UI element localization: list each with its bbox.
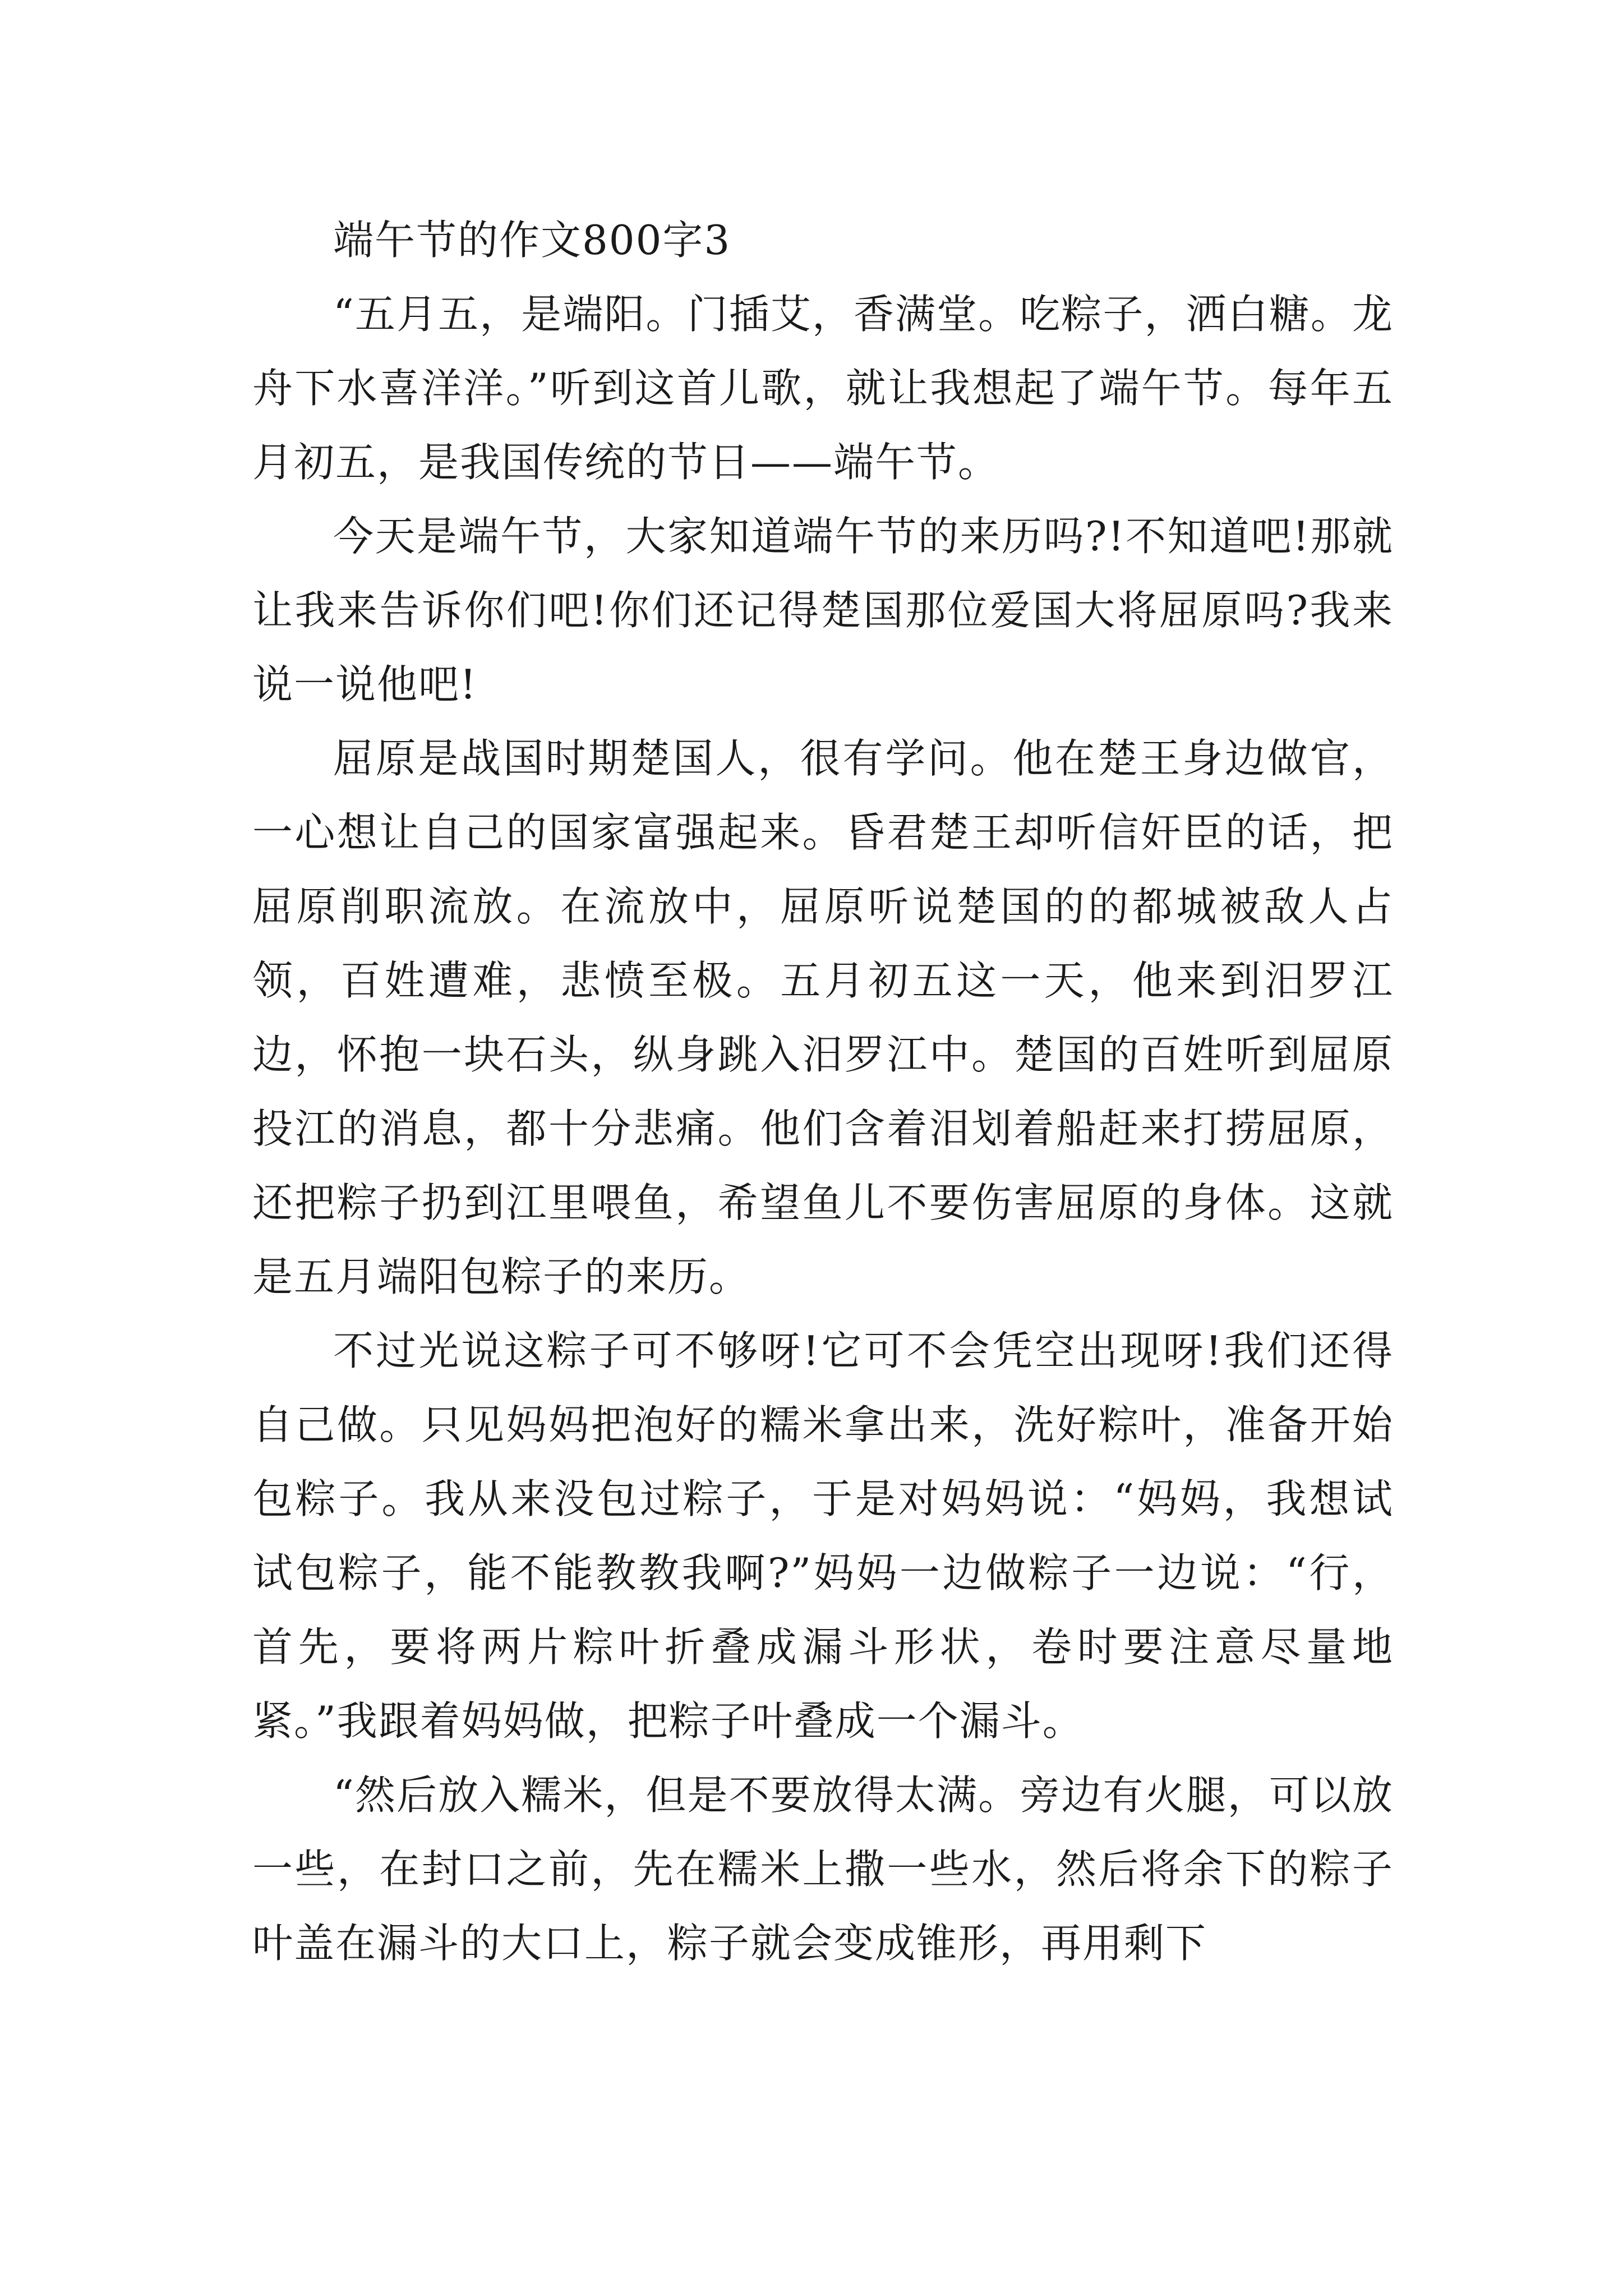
paragraph: 今天是端午节，大家知道端午节的来历吗?!不知道吧!那就让我来告诉你们吧!你们还记得楚国那位爱国大将屈原吗?我来说一说他吧!: [252, 513, 1394, 708]
document-title: 端午节的作文800字3: [333, 217, 731, 264]
paragraph: 不过光说这粽子可不够呀!它可不会凭空出现呀!我们还得自己做。只见妈妈把泡好的糯米拿出来，洗好粽叶，准备开始包粽子。我从来没包过粽子，于是对妈妈说：“妈妈，我想试试包粽子，能不能教教我啊?”妈妈一边做粽子一边说：“行，首先，要将两片粽叶折叠成漏斗形状，卷时要注意尽量地紧。”我跟着妈妈做，把粽子叶叠成一个漏斗。: [252, 1327, 1394, 1745]
paragraph: “然后放入糯米，但是不要放得太满。旁边有火腿，可以放一些，在封口之前，先在糯米上撒一些水，然后将余下的粽子叶盖在漏斗的大口上，粽子就会变成锥形，再用剩下: [252, 1772, 1394, 1967]
paragraph: 屈原是战国时期楚国人，很有学问。他在楚王身边做官，一心想让自己的国家富强起来。昏君楚王却听信奸臣的话，把屈原削职流放。在流放中，屈原听说楚国的的都城被敌人占领，百姓遭难，悲愤至极。五月初五这一天，他来到汨罗江边，怀抱一块石头，纵身跳入汨罗江中。楚国的百姓听到屈原投江的消息，都十分悲痛。他们含着泪划着船赶来打捞屈原，还把粽子扔到江里喂鱼，希望鱼儿不要伤害屈原的身体。这就是五月端阳包粽子的来历。: [252, 735, 1394, 1300]
document-body: [252, 203, 1394, 1980]
paragraph: “五月五，是端阳。门插艾，香满堂。吃粽子，洒白糖。龙舟下水喜洋洋。”听到这首儿歌，就让我想起了端午节。每年五月初五，是我国传统的节日——端午节。: [252, 291, 1394, 486]
